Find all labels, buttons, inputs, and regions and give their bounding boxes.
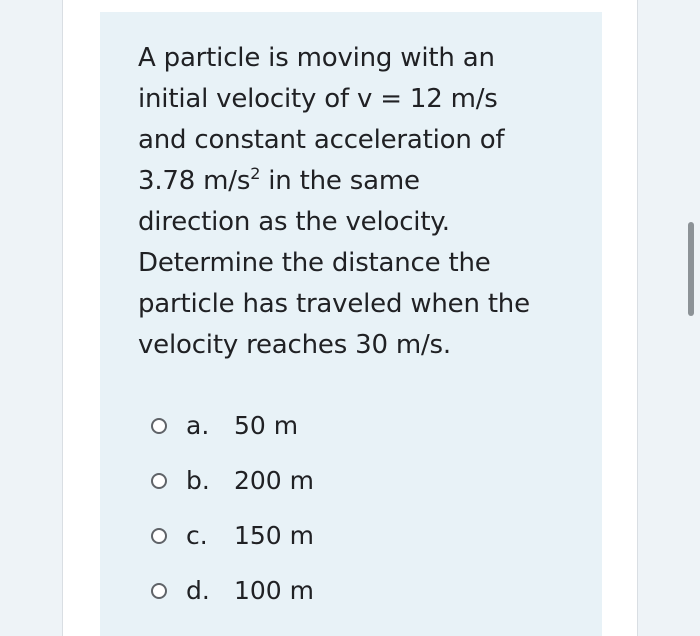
radio-button-icon[interactable]: [151, 583, 167, 599]
question-line-with-exponent: [138, 161, 583, 202]
answer-option-b[interactable]: [151, 453, 451, 508]
answer-options: [151, 398, 451, 618]
question-line: particle has traveled when the: [138, 289, 530, 319]
radio-button-icon[interactable]: [151, 418, 167, 434]
answer-option-a[interactable]: [151, 398, 451, 453]
question-line: initial velocity of v = 12 m/s: [138, 84, 498, 114]
answer-letter: c.: [186, 521, 208, 550]
question-line: and constant acceleration of: [138, 125, 505, 155]
answer-value: 200 m: [234, 466, 315, 495]
question-line: A particle is moving with an: [138, 43, 495, 73]
answer-value: 100 m: [234, 576, 315, 605]
radio-button-icon[interactable]: [151, 473, 167, 489]
quiz-page-card: [62, 0, 638, 636]
squared-exponent: 2: [250, 164, 261, 183]
answer-letter: d.: [186, 576, 210, 605]
question-line: direction as the velocity.: [138, 207, 450, 237]
acceleration-value: 3.78 m/s: [138, 166, 251, 196]
answer-value: 150 m: [234, 521, 315, 550]
answer-option-c[interactable]: [151, 508, 451, 563]
question-panel: [100, 12, 602, 636]
vertical-scrollbar-thumb[interactable]: [688, 222, 694, 316]
answer-value: 50 m: [234, 411, 299, 440]
answer-option-d[interactable]: [151, 563, 451, 618]
question-line-continuation: in the same: [260, 166, 420, 196]
radio-button-icon[interactable]: [151, 528, 167, 544]
answer-letter: a.: [186, 411, 210, 440]
question-line: velocity reaches 30 m/s.: [138, 330, 451, 360]
answer-letter: b.: [186, 466, 210, 495]
question-line: Determine the distance the: [138, 248, 491, 278]
question-text: [138, 38, 583, 366]
